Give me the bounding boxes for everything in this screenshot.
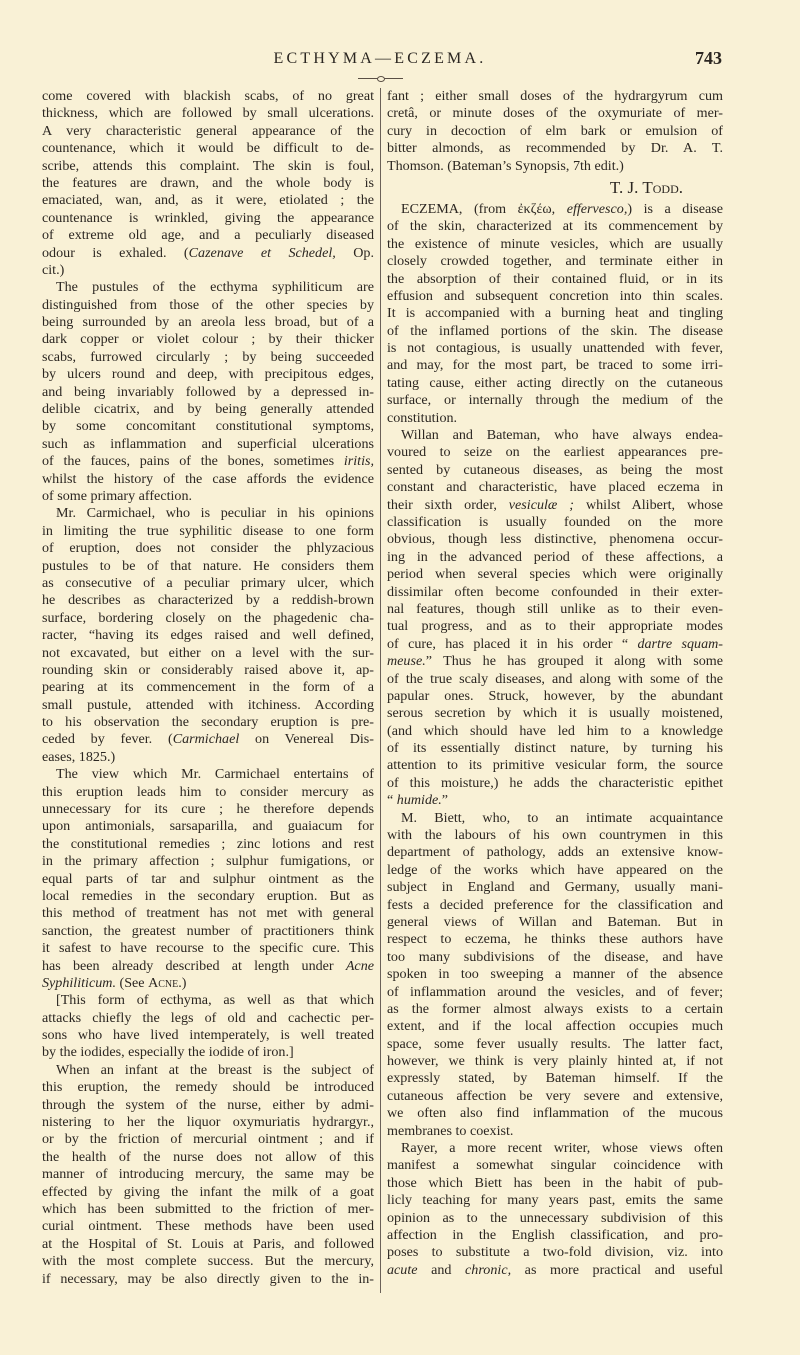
text-line: fant ; either small doses of the hydrargyrum cum: [387, 88, 723, 104]
italic-text: dartre squam-: [637, 635, 723, 652]
text-line: too many subdivisions of the disease, and have: [387, 948, 723, 965]
text-line: to his observation the secondary eruption is pre-: [42, 714, 374, 731]
text-line: cury in decoction of elm bark or emulsion of: [387, 122, 723, 139]
paragraph: [42, 505, 374, 766]
text-line: local remedies in the secondary eruption. But as: [42, 887, 374, 904]
text-line: The view which Mr. Carmichael entertains of: [56, 766, 374, 783]
text-line: Willan and Bateman, who have always endea-: [401, 427, 723, 444]
text-line: emaciated, wan, and, as it were, etiolated ; the: [42, 192, 374, 209]
text-line: expressly stated, by Bateman himself. If the: [387, 1070, 723, 1087]
text-line: eases, 1825.): [42, 748, 116, 765]
text-line: whilst the history of the case affords the evidence: [42, 470, 374, 487]
text-line: voured to seize on the earliest appearances pre-: [387, 444, 723, 461]
text-line: cutaneous affection be very severe and extensive,: [387, 1087, 723, 1104]
italic-text: chronic,: [465, 1261, 512, 1278]
text-line: cit.): [42, 261, 65, 278]
text-line: extent, and if the local affection occupies much: [387, 1018, 723, 1035]
text-line: or by the friction of mercurial ointment ; and if: [42, 1131, 374, 1148]
text-line: unnecessary for its cure ; he therefore depends: [42, 801, 374, 818]
text-line: as the former almost always exists to a certain: [387, 1000, 723, 1017]
text-line: “ humide.”: [387, 792, 449, 809]
italic-text: effervesco,: [566, 200, 628, 217]
text-line: ceded by fever. (Carmichael on Venereal Dis-: [42, 731, 374, 748]
italic-text: vesiculæ ;: [508, 496, 574, 513]
text-line: effected by giving the infant the milk of a goat: [42, 1183, 374, 1200]
author-signature: T. J. Todd.: [609, 177, 683, 197]
text-line: their sixth order, vesiculæ ; whilst Alibert, whose: [387, 496, 723, 513]
text-line: fests a decided preference for the classification and: [387, 896, 723, 913]
text-line: thickness, which are followed by small ulcerations.: [42, 105, 374, 122]
text-line: this eruption leads him to consider mercury as: [42, 783, 374, 800]
text-line: dark copper or violet colour ; by their thicker: [42, 331, 374, 348]
text-line: those which Biett has been in the habit of pub-: [387, 1174, 723, 1191]
paragraph: [387, 1140, 723, 1279]
text-line: racter, “having its edges raised and well defined,: [42, 627, 374, 644]
text-line: general views of Willan and Bateman. But in: [387, 913, 723, 930]
text-line: in limiting the true syphilitic disease to one form: [42, 522, 374, 539]
text-line: respect to eczema, he thinks these authors have: [387, 931, 723, 948]
text-line: subject in England and Germany, usually mani-: [387, 879, 723, 896]
text-line: and being invariably followed by a depressed in-: [42, 383, 374, 400]
text-line: opinion as to the unnecessary subdivision of this: [387, 1209, 723, 1226]
text-line: with the labours of his own countrymen in this: [387, 827, 723, 844]
text-line: by some concomitant constitutional symptoms,: [42, 418, 374, 435]
italic-text: Syphiliticum.: [42, 974, 116, 991]
text-line: the features are drawn, and the whole body is: [42, 174, 374, 191]
text-line: of the inflamed portions of the skin. The disease: [387, 322, 723, 339]
text-line: upon antimonials, sarsaparilla, and guaiacum for: [42, 818, 374, 835]
italic-text: humide.: [396, 792, 442, 809]
text-line: acute and chronic, as more practical and useful: [387, 1261, 723, 1278]
text-line: not excavated, but either on a level with the sur-: [42, 644, 374, 661]
text-line: sons who have lived intemperately, is well treated: [42, 1027, 374, 1044]
text-line: which has been submitted to the friction of mer-: [42, 1201, 374, 1217]
text-line: closely crowded together, and terminate either in: [387, 253, 723, 270]
text-line: by ulcers round and deep, with precipitous edges,: [42, 366, 374, 383]
text-line: dissimilar often become confounded in their exter-: [387, 583, 723, 600]
text-line: poses to substitute a two-fold division, viz. into: [387, 1244, 723, 1261]
text-line: sanction, the greatest number of practitioners think: [42, 922, 374, 939]
left-column: [42, 88, 374, 1288]
page-number: 743: [695, 48, 722, 68]
text-line: ECZEMA, (from ἐκζέω, effervesco,) is a disease: [401, 200, 723, 217]
text-line: of eruption, does not consider the phlyzacious: [42, 540, 374, 557]
text-line: of extreme old age, and a peculiarly diseased: [42, 227, 374, 244]
text-line: the existence of minute vesicles, which are usually: [387, 235, 723, 252]
text-line: has been already described at length under Acne: [42, 957, 374, 974]
text-line: surface, or internally through the medium of the: [387, 392, 723, 409]
text-line: of the true scaly diseases, and along with some of the: [387, 670, 723, 687]
text-line: ledge of the works which have appeared on the: [387, 861, 723, 878]
paragraph: [42, 279, 374, 505]
text-line: and may, for the most part, be traced to some irri-: [387, 357, 723, 374]
text-line: delible cicatrix, and by being generally attended: [42, 401, 374, 418]
text-line: by the iodides, especially the iodide of iron.]: [42, 1044, 294, 1061]
paragraph: [42, 88, 374, 279]
text-line: of some primary affection.: [42, 487, 193, 504]
text-line: space, some fever usually results. The latter fact,: [387, 1035, 723, 1052]
text-line: Syphiliticum. (See Acne.): [42, 974, 187, 991]
text-line: this method of treatment has not met with general: [42, 905, 374, 922]
text-line: bitter almonds, as recommended by Dr. A. T.: [387, 140, 723, 157]
header-ornament: [358, 78, 403, 79]
right-column: [387, 88, 723, 1279]
text-line: licly teaching for many years past, emits the same: [387, 1192, 723, 1209]
text-line: nistering to her the liquor oxymuriatis hydrargyr.,: [42, 1114, 374, 1131]
text-line: serous secretion by which it is usually moistened,: [387, 705, 723, 722]
text-line: is not contagious, is usually unattended with fever,: [387, 340, 723, 357]
text-line: of this moisture,) he adds the characteristic epithet: [387, 774, 723, 791]
text-line: at the Hospital of St. Louis at Paris, and followed: [42, 1235, 374, 1252]
text-line: Rayer, a more recent writer, whose views often: [401, 1140, 723, 1157]
text-line: M. Biett, who, to an intimate acquaintance: [401, 809, 723, 826]
italic-text: Cazenave et Schedel,: [188, 244, 336, 261]
text-line: this eruption, the remedy should be introduced: [42, 1079, 374, 1096]
text-line: Thomson. (Bateman’s Synopsis, 7th edit.): [387, 157, 624, 174]
text-line: sented by cutaneous diseases, as being the most: [387, 461, 723, 478]
text-line: of its essentially distinct nature, by turning his: [387, 740, 723, 757]
text-line: as consecutive of a peculiar primary ulcer, which: [42, 574, 374, 591]
text-line: attention to its primitive vesicular form, the source: [387, 757, 723, 774]
text-line: constant and characteristic, have placed eczema in: [387, 479, 723, 496]
text-line: affection in the English classification, and pro-: [387, 1227, 723, 1243]
text-line: meuse.” Thus he has grouped it along with some: [387, 653, 723, 670]
text-line: of cure, has placed it in his order “ dartre squam-: [387, 635, 723, 652]
text-line: the constitutional remedies ; zinc lotions and rest: [42, 835, 374, 852]
text-line: manner of introducing mercury, the same may be: [42, 1166, 374, 1183]
text-line: come covered with blackish scabs, of no great: [42, 88, 374, 104]
text-line: scribe, attends this complaint. The skin is foul,: [42, 157, 374, 174]
text-line: in the primary affection ; sulphur fumigations, or: [42, 853, 374, 870]
paragraph: [387, 201, 723, 427]
text-line: constitution.: [387, 409, 458, 426]
text-line: cretâ, or minute doses of the oxymuriate of mer-: [387, 105, 723, 122]
text-line: distinguished from those of the other species by: [42, 296, 374, 313]
column-divider: [380, 88, 381, 1293]
text-line: [This form of ecthyma, as well as that which: [56, 992, 374, 1009]
text-line: such as inflammation and superficial ulcerations: [42, 435, 374, 452]
header-title: ECTHYMA—ECZEMA.: [273, 50, 487, 67]
text-line: equal parts of tar and sulphur ointment as the: [42, 870, 374, 887]
text-line: When an infant at the breast is the subject of: [56, 1061, 374, 1078]
text-line: we often also find inflammation of the mucous: [387, 1105, 723, 1122]
text-line: The pustules of the ecthyma syphiliticum are: [56, 279, 374, 296]
italic-text: meuse.: [387, 653, 426, 670]
text-line: rounding skin or considerably raised above it, ap-: [42, 661, 374, 678]
text-line: surface, bordering closely on the phagedenic cha-: [42, 609, 374, 626]
text-line: classification is usually founded on the more: [387, 513, 723, 530]
text-line: nal features, though still unlike as to their even-: [387, 600, 723, 617]
text-line: of inflammation around the vesicles, and of fever;: [387, 983, 723, 1000]
text-line: countenance is wrinkled, giving the appearance: [42, 209, 374, 226]
paragraph: [42, 766, 374, 992]
text-line: pustules to be of that nature. He considers them: [42, 557, 374, 574]
paragraph: [387, 427, 723, 810]
text-line: curial ointment. These methods have been used: [42, 1218, 374, 1235]
text-line: the absorption of their contained fluid, or in its: [387, 270, 723, 287]
text-line: ing in the advanced period of these affections, a: [387, 548, 723, 565]
paragraph: [42, 1062, 374, 1288]
text-line: odour is exhaled. (Cazenave et Schedel, Op.: [42, 244, 374, 261]
text-line: (and which should have led him to a knowledge: [387, 722, 723, 739]
text-line: it safest to have recourse to the specific cure. This: [42, 940, 374, 957]
paragraph: [387, 810, 723, 1140]
text-line: spoken in too sweeping a manner of the absence: [387, 966, 723, 983]
text-line: however, we think is very plainly hinted at, if not: [387, 1053, 723, 1070]
text-line: small pustule, attended with itchiness. According: [42, 696, 374, 713]
text-line: being surrounded by an areola less broad, but of a: [42, 314, 374, 331]
text-line: through the system of the nurse, either by admi-: [42, 1096, 374, 1113]
paragraph: [42, 992, 374, 1062]
italic-text: acute: [387, 1261, 418, 1278]
italic-text: Acne: [345, 957, 374, 974]
text-line: he describes as characterized by a reddish-brown: [42, 592, 374, 609]
text-line: tating cause, either acting directly on the cutaneous: [387, 374, 723, 391]
text-line: Mr. Carmichael, who is peculiar in his opinions: [56, 505, 374, 522]
text-line: with the most complete success. But the mercury,: [42, 1253, 374, 1270]
text-line: countenance, which it would be difficult to de-: [42, 140, 374, 157]
text-line: if necessary, may be also directly given to the in-: [42, 1270, 374, 1287]
text-line: manifest a somewhat singular coincidence with: [387, 1157, 723, 1174]
text-line: of the skin, characterized at its commencement by: [387, 218, 723, 235]
text-line: papular ones. Struck, however, by the abundant: [387, 687, 723, 704]
cross-reference: Acne: [148, 974, 179, 991]
text-line: period when several species which were originally: [387, 566, 723, 583]
text-line: effusion and subsequent concretion into thin scales.: [387, 287, 723, 304]
text-line: tual progress, and as to their appropriate modes: [387, 618, 723, 635]
text-line: It is accompanied with a burning heat and tingling: [387, 305, 723, 322]
text-line: A very characteristic general appearance of the: [42, 122, 374, 139]
text-line: of the fauces, pains of the bones, sometimes iritis,: [42, 453, 374, 470]
text-line: scabs, furrowed circularly ; by being succeeded: [42, 348, 374, 365]
text-line: obvious, though less distinctive, phenomena occur-: [387, 531, 723, 548]
paragraph: [387, 88, 723, 175]
text-line: the health of the nurse does not allow of this: [42, 1148, 374, 1165]
text-line: department of pathology, adds an extensive know-: [387, 844, 723, 861]
italic-text: Carmichael: [172, 731, 240, 748]
text-line: pearing at its commencement in the form of a: [42, 679, 374, 696]
italic-text: iritis,: [343, 453, 374, 470]
text-line: attacks chiefly the legs of old and cachectic per-: [42, 1009, 374, 1026]
text-line: membranes to coexist.: [387, 1122, 514, 1139]
